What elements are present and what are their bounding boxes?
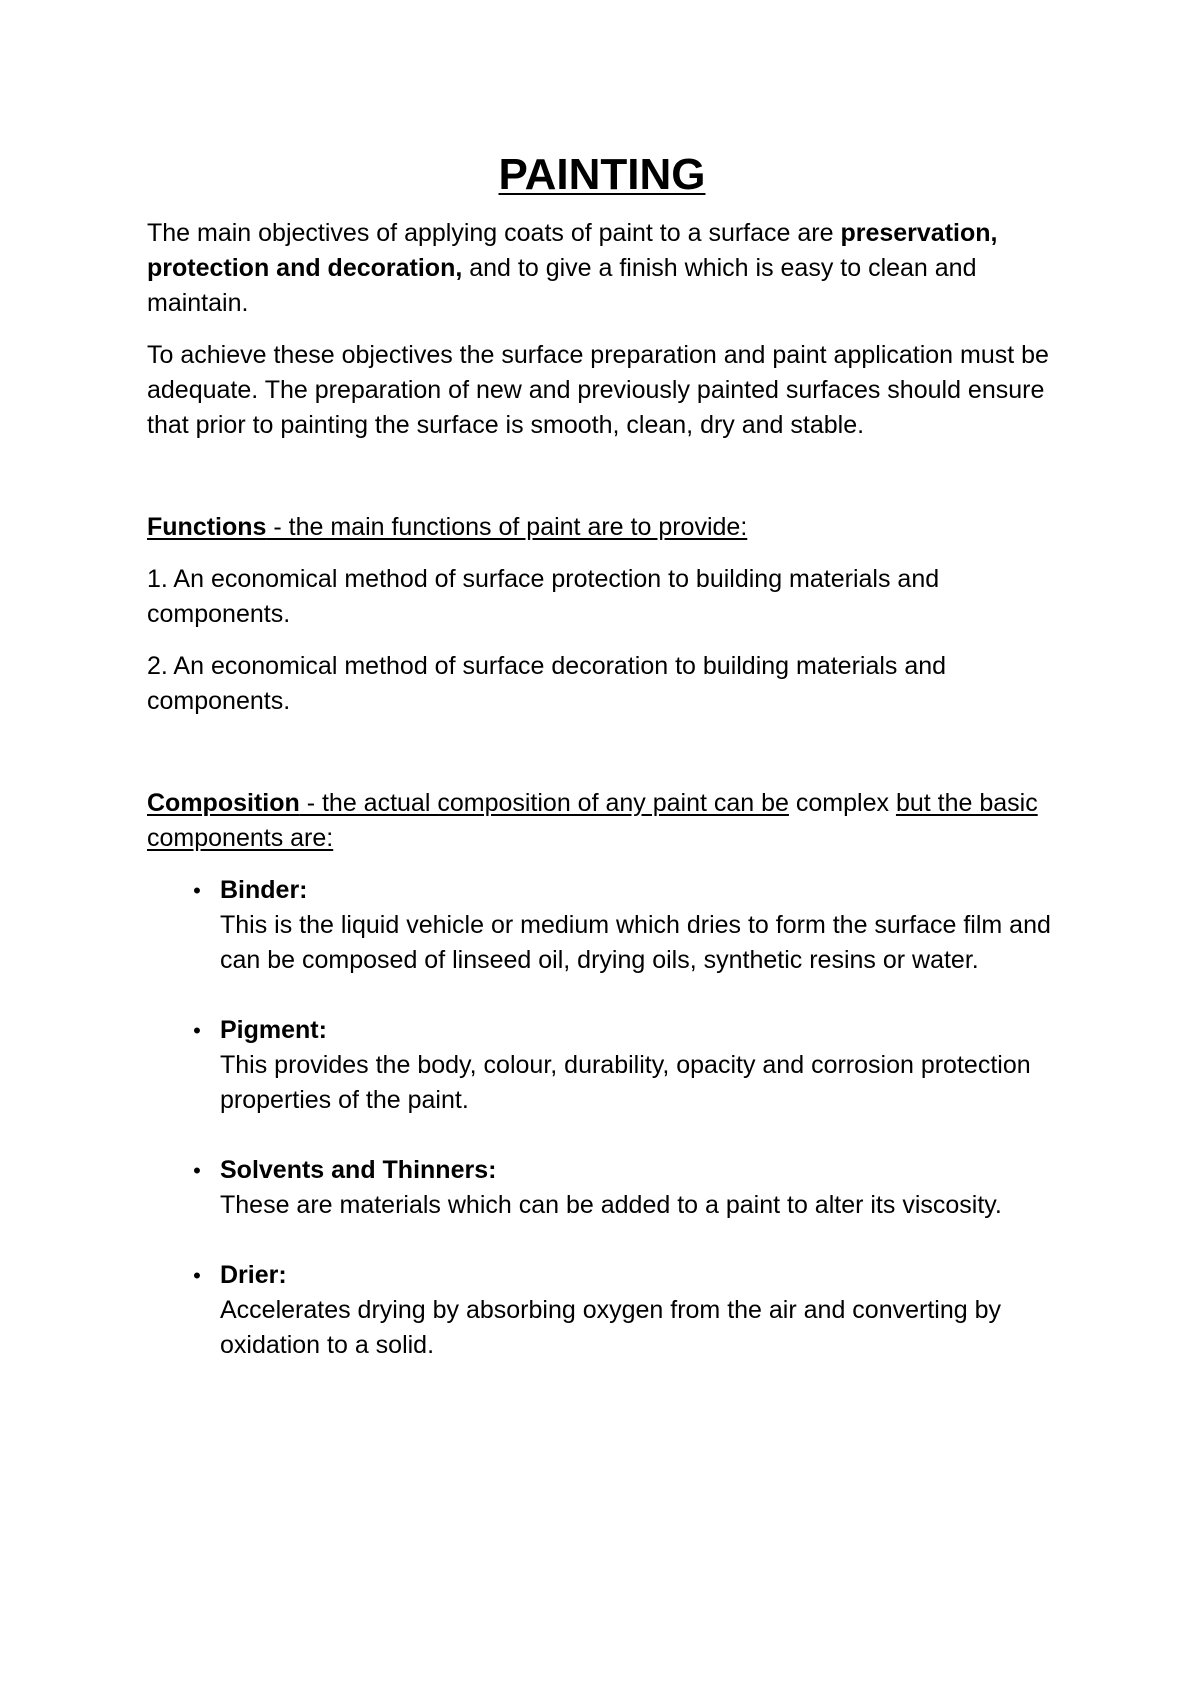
component-description: This provides the body, colour, durability, opacity and corrosion protection properties of the paint. [220, 1051, 1031, 1114]
composition-heading-plain: complex [788, 789, 896, 817]
functions-heading-bold: Functions [147, 513, 267, 541]
component-description: These are materials which can be added to a paint to alter its viscosity. [220, 1191, 1002, 1219]
list-item [147, 1153, 1067, 1223]
intro-text-start: The main objectives of applying coats of paint to a surface are [147, 219, 841, 247]
intro-bold-objectives: preservation, protection and decoration, [147, 219, 998, 282]
composition-heading-bold: Composition [147, 789, 300, 817]
intro-paragraph-objectives [147, 216, 1067, 321]
component-name: Drier: [220, 1261, 287, 1289]
intro-paragraph-preparation: To achieve these objectives the surface preparation and paint application must be adequate. The preparation of new and previously painted surfaces should ensure that prior to painting the surface is smooth, clean, dry and stable. [147, 341, 1049, 439]
list-item [147, 1258, 1067, 1363]
document-body [147, 150, 1067, 1398]
page-title: PAINTING [498, 150, 706, 199]
component-name: Binder: [220, 876, 308, 904]
component-description: This is the liquid vehicle or medium which dries to form the surface film and can be composed of linseed oil, drying oils, synthetic resins or water. [220, 911, 1051, 974]
intro-text-end: and to give a finish which is easy to clean and maintain. [147, 254, 977, 317]
composition-heading-rest: - the actual composition of any paint can be [299, 789, 789, 817]
bullet-icon: • [193, 1263, 201, 1288]
list-item [147, 873, 1067, 978]
component-description: Accelerates drying by absorbing oxygen from the air and converting by oxidation to a solid. [220, 1296, 1001, 1359]
bullet-icon: • [193, 1158, 201, 1183]
components-list [147, 873, 1067, 1363]
composition-heading-underlined-1 [147, 789, 789, 817]
composition-heading [147, 786, 1067, 856]
bullet-icon: • [193, 1018, 201, 1043]
component-name: Pigment: [220, 1016, 327, 1044]
list-item [147, 1013, 1067, 1118]
functions-item-1: 1. An economical method of surface protection to building materials and components. [147, 565, 940, 628]
composition-heading-underlined-2: but the basic components are: [147, 789, 1038, 852]
bullet-icon: • [193, 878, 201, 903]
component-name: Solvents and Thinners: [220, 1156, 497, 1184]
functions-heading [147, 510, 1067, 545]
functions-heading-text [147, 513, 747, 541]
functions-item-2: 2. An economical method of surface decoration to building materials and components. [147, 652, 947, 715]
functions-heading-rest: - the main functions of paint are to provide: [266, 513, 748, 541]
